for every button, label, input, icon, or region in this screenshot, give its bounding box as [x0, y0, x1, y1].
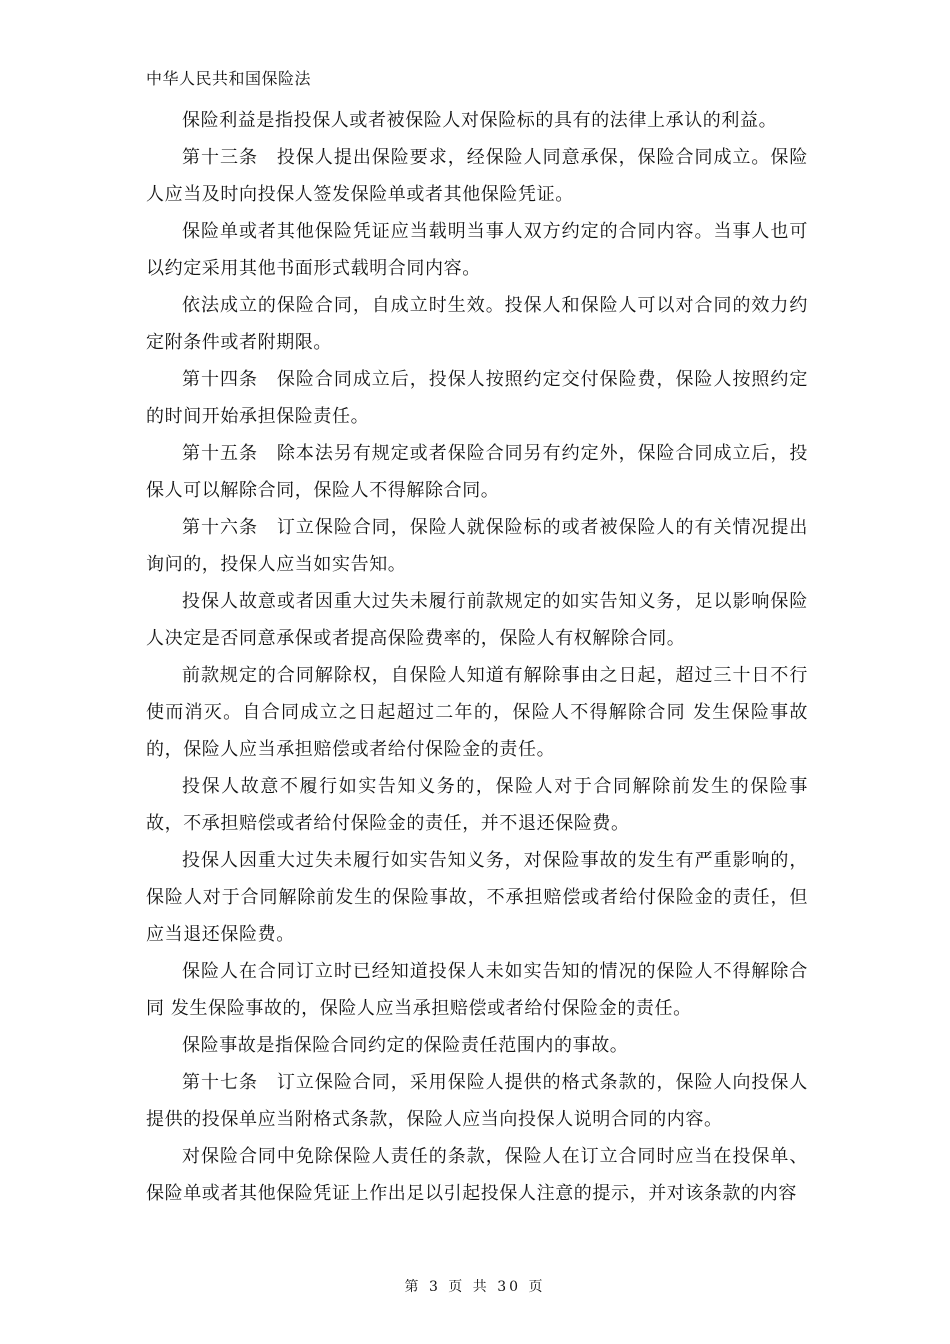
paragraph: 第十三条 投保人提出保险要求，经保险人同意承保，保险合同成立。保险人应当及时向投保人签发保险单或者其他保险凭证。 [146, 147, 808, 205]
paragraph: 投保人因重大过失未履行如实告知义务，对保险事故的发生有严重影响的，保险人对于合同解除前发生的保险事故，不承担赔偿或者给付保险金的责任，但应当退还保险费。 [146, 850, 808, 945]
document-header: 中华人民共和国保险法 [146, 69, 312, 88]
paragraph: 保险单或者其他保险凭证应当载明当事人双方约定的合同内容。当事人也可以约定采用其他书面形式载明合同内容。 [146, 221, 808, 279]
paragraph: 投保人故意不履行如实告知义务的，保险人对于合同解除前发生的保险事故，不承担赔偿或者给付保险金的责任，并不退还保险费。 [146, 776, 808, 834]
page-number: 第 3 页 共 30 页 [404, 1279, 546, 1295]
document-body [146, 102, 808, 1212]
paragraph: 前款规定的合同解除权，自保险人知道有解除事由之日起，超过三十日不行使而消灭。自合同成立之日起超过二年的，保险人不得解除合同 发生保险事故的，保险人应当承担赔偿或者给付保险金的责任。 [146, 665, 808, 760]
paragraph: 第十七条 订立保险合同，采用保险人提供的格式条款的，保险人向投保人提供的投保单应当附格式条款，保险人应当向投保人说明合同的内容。 [146, 1072, 808, 1130]
paragraph: 保险人在合同订立时已经知道投保人未如实告知的情况的保险人不得解除合同 发生保险事故的，保险人应当承担赔偿或者给付保险金的责任。 [146, 961, 808, 1019]
paragraph: 第十五条 除本法另有规定或者保险合同另有约定外，保险合同成立后，投保人可以解除合同，保险人不得解除合同。 [146, 443, 808, 501]
paragraph: 第十四条 保险合同成立后，投保人按照约定交付保险费，保险人按照约定的时间开始承担保险责任。 [146, 369, 808, 427]
paragraph: 投保人故意或者因重大过失未履行前款规定的如实告知义务，足以影响保险人决定是否同意承保或者提高保险费率的，保险人有权解除合同。 [146, 591, 808, 649]
paragraph: 保险事故是指保险合同约定的保险责任范围内的事故。 [182, 1035, 629, 1056]
paragraph: 第十六条 订立保险合同，保险人就保险标的或者被保险人的有关情况提出询问的，投保人应当如实告知。 [146, 517, 808, 575]
paragraph: 保险利益是指投保人或者被保险人对保险标的具有的法律上承认的利益。 [182, 110, 778, 131]
paragraph: 依法成立的保险合同，自成立时生效。投保人和保险人可以对合同的效力约定附条件或者附期限。 [146, 295, 808, 353]
paragraph: 对保险合同中免除保险人责任的条款，保险人在订立合同时应当在投保单、保险单或者其他保险凭证上作出足以引起投保人注意的提示，并对该条款的内容 [146, 1146, 808, 1204]
